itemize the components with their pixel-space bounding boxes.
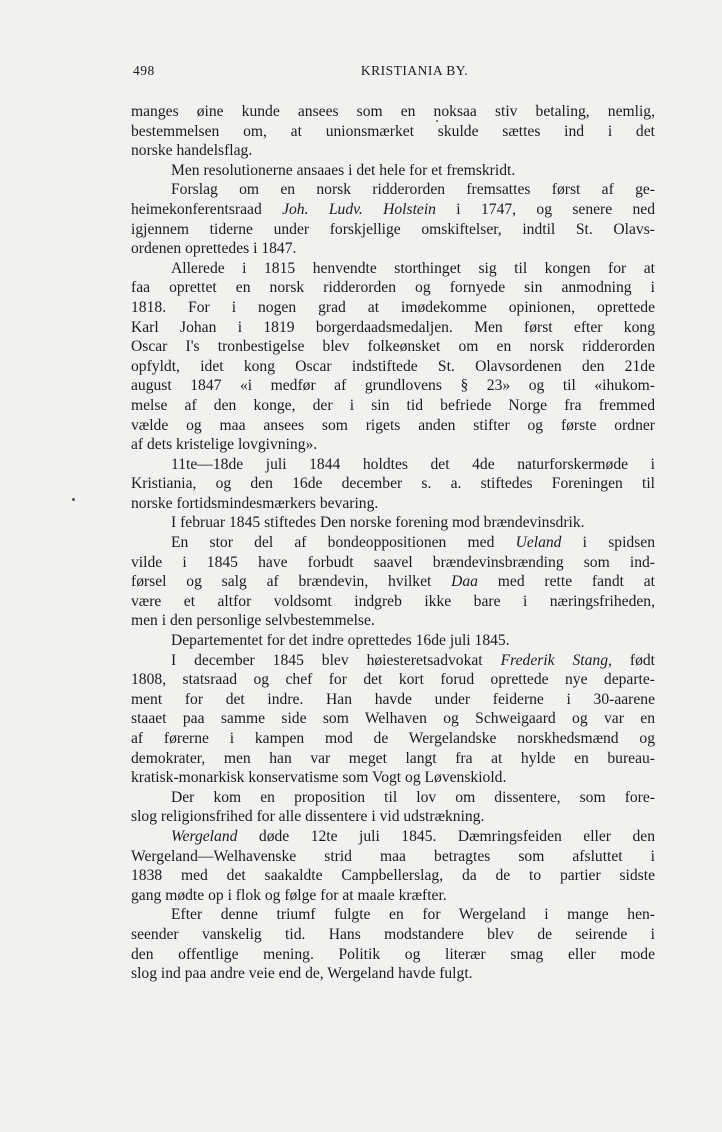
text-line: august 1847 «i medfør af grundlovens § 23» og til «ihukom-	[131, 377, 655, 395]
text-line: Der kom en proposition til lov om dissentere, som fore-	[171, 788, 655, 806]
text-line: norske handelsflag.	[131, 142, 253, 160]
text-line: Karl Johan i 1819 borgerdaadsmedaljen. Men først efter kong	[131, 318, 655, 336]
text-line: men i den personlige selvbestemmelse.	[131, 612, 375, 630]
text-line: I december 1845 blev høiesteretsadvokat Frederik Stang, født	[171, 651, 655, 669]
text-line: være et altfor voldsomt indgreb ikke bare i næringsfriheden,	[131, 592, 655, 610]
page-number: 498	[133, 63, 155, 78]
text-line: af dets kristelige lovgivning».	[131, 436, 318, 454]
text-line: ordenen oprettedes i 1847.	[131, 240, 297, 258]
scan-speck	[72, 498, 75, 501]
text-line: af førerne i kampen mod de Wergelandske norskhedsmænd og	[131, 730, 655, 747]
scan-speck	[436, 120, 438, 122]
text-line: Efter denne triumf fulgte en for Wergeland i mange hen-	[171, 906, 655, 924]
text-line: førsel og salg af brændevin, hvilket Daa med rette fandt at	[131, 573, 655, 591]
text-line: gang mødte op i flok og følge for at maale kræfter.	[131, 886, 447, 904]
text-line: igjennem tiderne under forskjellige omskiftelser, indtil St. Olavs-	[131, 220, 655, 238]
text-line: bestemmelsen om, at unionsmærket skulde sættes ind i det	[131, 122, 655, 140]
text-line: Oscar I's tronbestigelse blev folkeønsket om en norsk ridderorden	[131, 338, 655, 356]
text-line: 1838 med det saakaldte Campbellerslag, da de to partier sidste	[131, 867, 655, 885]
text-line: manges øine kunde ansees som en noksaa stiv betaling, nemlig,	[131, 103, 655, 120]
running-head: KRISTIANIA BY.	[360, 63, 469, 78]
text-line: heimekonferentsraad Joh. Ludv. Holstein i 1747, og senere ned	[131, 200, 656, 218]
text-line: 11te—18de juli 1844 holdtes det 4de naturforskermøde i	[171, 455, 655, 473]
text-line: Kristiania, og den 16de december s. a. stiftedes Foreningen til	[131, 475, 655, 493]
text-line: demokrater, men han var meget langt fra at hylde en bureau-	[131, 749, 655, 767]
text-line: melse af den konge, der i sin tid befriede Norge fra fremmed	[131, 396, 655, 414]
text-line: Departementet for det indre oprettedes 16de juli 1845.	[171, 632, 510, 650]
text-line: staaet paa samme side som Welhaven og Schweigaard og var en	[131, 710, 655, 728]
text-line: 1808, statsraad og chef for det kort forud oprettede nye departe-	[131, 671, 655, 689]
text-line: faa oprettet en norsk ridderorden og fornyede sin anmodning i	[131, 279, 655, 297]
text-line: norske fortidsmindesmærkers bevaring.	[131, 494, 379, 512]
text-line: ment for det indre. Han havde under feiderne i 30-aarene	[131, 690, 655, 708]
text-line: vælde og maa ansees som rigets anden stifter og første ordner	[131, 416, 655, 434]
text-line: vilde i 1845 have forbudt saavel brændevinsbrænding som ind-	[131, 553, 655, 571]
page-header	[133, 63, 656, 83]
text-line: slog ind paa andre veie end de, Wergeland havde fulgt.	[131, 965, 473, 983]
text-line: 1818. For i nogen grad at imødekomme opinionen, oprettede	[131, 298, 655, 316]
text-line: En stor del af bondeoppositionen med Ueland i spidsen	[171, 534, 655, 552]
text-line: den offentlige mening. Politik og literær smag eller mode	[131, 945, 655, 963]
text-line: opfyldt, idet kong Oscar indstiftede St. Olavsordenen den 21de	[131, 357, 655, 375]
text-line: Men resolutionerne ansaaes i det hele for et fremskridt.	[171, 161, 516, 179]
text-line: Allerede i 1815 henvendte storthinget sig til kongen for at	[171, 259, 655, 277]
text-line: Wergeland—Welhavenske strid maa betragtes som afsluttet i	[131, 847, 655, 865]
text-line: seender vanskelig tid. Hans modstandere blev de seirende i	[131, 925, 655, 943]
body-text	[131, 102, 655, 984]
text-line: Forslag om en norsk ridderorden fremsattes først af ge-	[171, 181, 655, 199]
text-line: kratisk-monarkisk konservatisme som Vogt og Løvenskiold.	[131, 769, 507, 787]
text-line: I februar 1845 stiftedes Den norske forening mod brændevinsdrik.	[171, 514, 585, 532]
text-line: Wergeland døde 12te juli 1845. Dæmringsfeiden eller den	[171, 827, 655, 845]
text-line: slog religionsfrihed for alle dissentere i vid udstrækning.	[131, 808, 485, 826]
